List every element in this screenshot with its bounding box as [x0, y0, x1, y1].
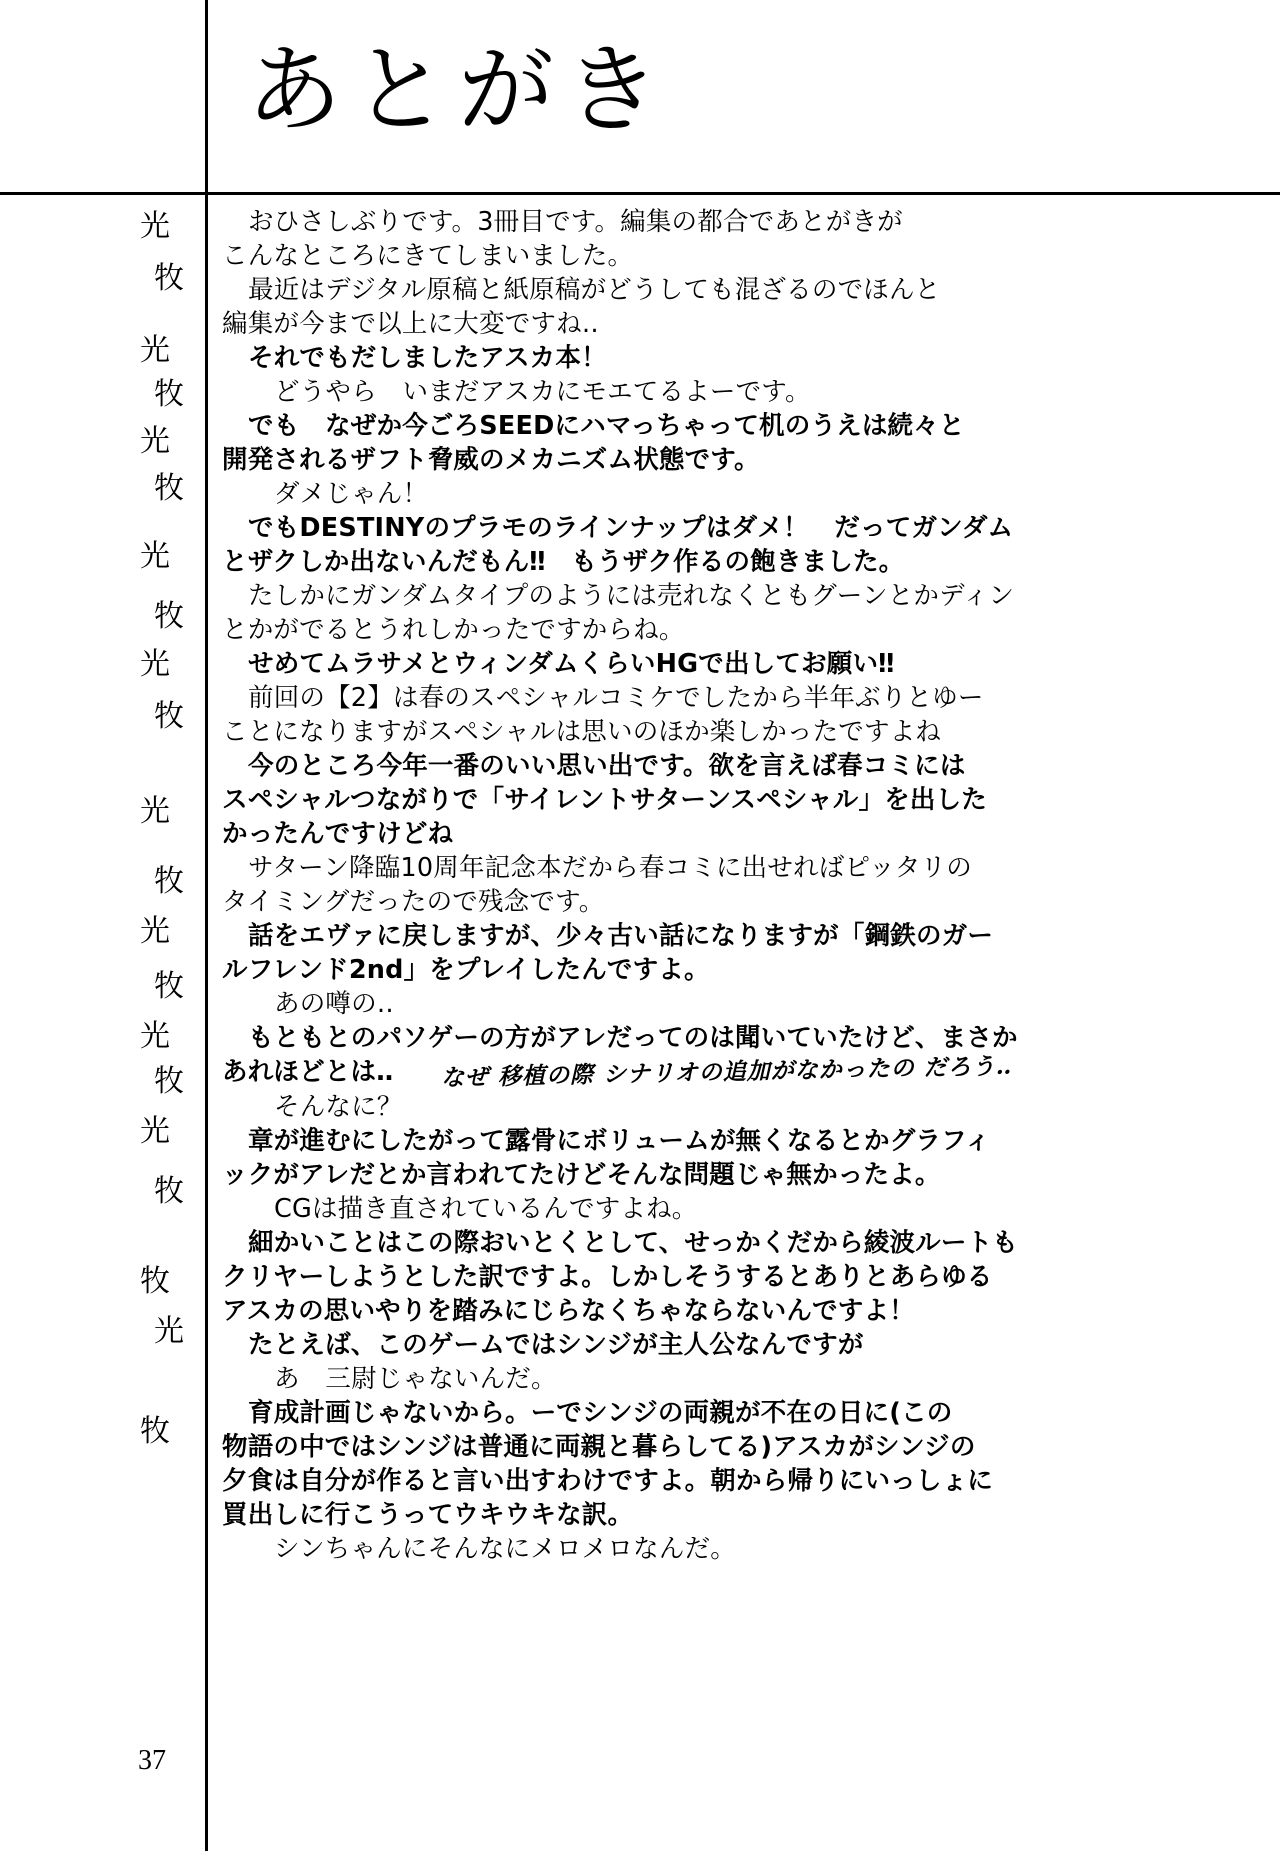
body-line: とザクしか出ないんだもん‼ もうザク作るの飽きました。	[222, 547, 905, 577]
body-line: 今のところ今年一番のいい思い出です。欲を言えば春コミには	[248, 751, 966, 781]
body-line: たしかにガンダムタイプのようには売れなくともグーンとかディン	[248, 581, 1015, 611]
body-line: 買出しに行こうってウキウキな訳。	[222, 1500, 634, 1530]
side-mark: 光	[140, 647, 170, 682]
side-mark: 光	[140, 333, 170, 368]
body-line: サターン降臨10周年記念本だから春コミに出せればピッタリの	[248, 853, 972, 883]
side-mark: 光	[140, 424, 170, 459]
body-line: 物語の中ではシンジは普通に両親と暮らしてる)アスカがシンジの	[222, 1432, 976, 1462]
side-mark: 光	[154, 1314, 184, 1349]
body-line: 章が進むにしたがって露骨にボリュームが無くなるとかグラフィ	[248, 1126, 991, 1156]
body-line: 前回の【2】は春のスペシャルコミケでしたから半年ぶりとゆー	[248, 683, 984, 713]
side-mark: 光	[140, 914, 170, 949]
side-mark: 牧	[154, 1064, 184, 1099]
side-mark: 光	[140, 794, 170, 829]
body-line: 夕食は自分が作ると言い出すわけですよ。朝から帰りにいっしょに	[222, 1466, 994, 1496]
side-mark: 光	[140, 209, 170, 244]
body-line: でも なぜか今ごろSEEDにハマっちゃって机のうえは続々と	[248, 411, 965, 441]
body-line: クリヤーしようとした訳ですよ。しかしそうするとありとあらゆる	[222, 1262, 993, 1292]
body-line: あれほどとは‥ なぜ 移植の際 シナリオの追加がなかったの だろう‥	[222, 1055, 1232, 1090]
body-line: 細かいことはこの際おいとくとして、せっかくだから綾波ルートも	[248, 1228, 1018, 1258]
afterword-body	[222, 205, 1232, 1566]
body-line: どうやら いまだアスカにモエてるよーです。	[274, 377, 811, 407]
side-mark: 光	[140, 539, 170, 574]
body-line: あ 三尉じゃないんだ。	[274, 1364, 557, 1394]
body-line: あの噂の‥	[274, 989, 395, 1019]
side-mark: 牧	[154, 377, 184, 412]
body-line: かったんですけどね	[222, 819, 454, 849]
side-mark: 牧	[154, 864, 184, 899]
handwritten-note: なぜ 移植の際 シナリオの追加がなかったの だろう‥	[393, 1052, 1013, 1093]
left-margin-rule	[205, 0, 208, 1851]
body-line: もともとのパソゲーの方がアレだってのは聞いていたけど、まさか	[248, 1023, 1018, 1053]
body-line: スペシャルつながりで「サイレントサターンスペシャル」を出した	[222, 785, 988, 815]
side-mark: 牧	[154, 1174, 184, 1209]
page-number: 37	[138, 1745, 166, 1776]
body-line: 編集が今まで以上に大変ですね‥	[222, 309, 600, 339]
side-mark: 牧	[154, 471, 184, 506]
side-mark: 牧	[154, 969, 184, 1004]
side-mark: 光	[140, 1114, 170, 1149]
side-mark-column	[140, 209, 200, 1712]
side-mark: 牧	[140, 1264, 170, 1299]
body-line: アスカの思いやりを踏みにじらなくちゃならないんですよ！	[222, 1296, 915, 1326]
body-line: ことになりますがスペシャルは思いのほか楽しかったですよね	[222, 717, 942, 747]
side-mark: 牧	[154, 261, 184, 296]
header-rule	[0, 192, 1280, 195]
body-line: そんなに？	[274, 1092, 403, 1122]
body-line: タイミングだったので残念です。	[222, 887, 605, 917]
body-line: 最近はデジタル原稿と紙原稿がどうしても混ざるのでほんと	[248, 275, 941, 305]
body-line: でもDESTINYのプラモのラインナップはダメ！ だってガンダム	[248, 513, 1014, 543]
body-line: ルフレンド2nd」をプレイしたんですよ。	[222, 955, 710, 985]
side-mark: 牧	[154, 599, 184, 634]
body-line: 話をエヴァに戻しますが、少々古い話になりますが「鋼鉄のガー	[248, 921, 994, 951]
side-mark: 光	[140, 1019, 170, 1054]
side-mark: 牧	[154, 699, 184, 734]
body-line: こんなところにきてしまいました。	[222, 241, 634, 271]
body-line: 開発されるザフト脅威のメカニズム状態です。	[222, 445, 760, 475]
body-line: それでもだしましたアスカ本！	[248, 343, 607, 373]
body-line: CGは描き直されているんですよね。	[274, 1194, 698, 1224]
body-line: シンちゃんにそんなにメロメロなんだ。	[274, 1534, 736, 1564]
page-title: あとがき	[246, 34, 670, 146]
body-line: ダメじゃん！	[274, 479, 429, 509]
body-line: おひさしぶりです。3冊目です。編集の都合であとがきが	[248, 207, 903, 237]
body-line: たとえば、このゲームではシンジが主人公なんですが	[248, 1330, 864, 1360]
body-line: せめてムラサメとウィンダムくらいHGで出してお願い‼	[248, 649, 895, 679]
side-mark: 牧	[140, 1414, 170, 1449]
body-line: とかがでるとうれしかったですからね。	[222, 615, 685, 645]
body-line: 育成計画じゃないから。ーでシンジの両親が不在の日に(この	[248, 1398, 953, 1428]
body-line: ックがアレだとか言われてたけどそんな問題じゃ無かったよ。	[222, 1160, 941, 1190]
